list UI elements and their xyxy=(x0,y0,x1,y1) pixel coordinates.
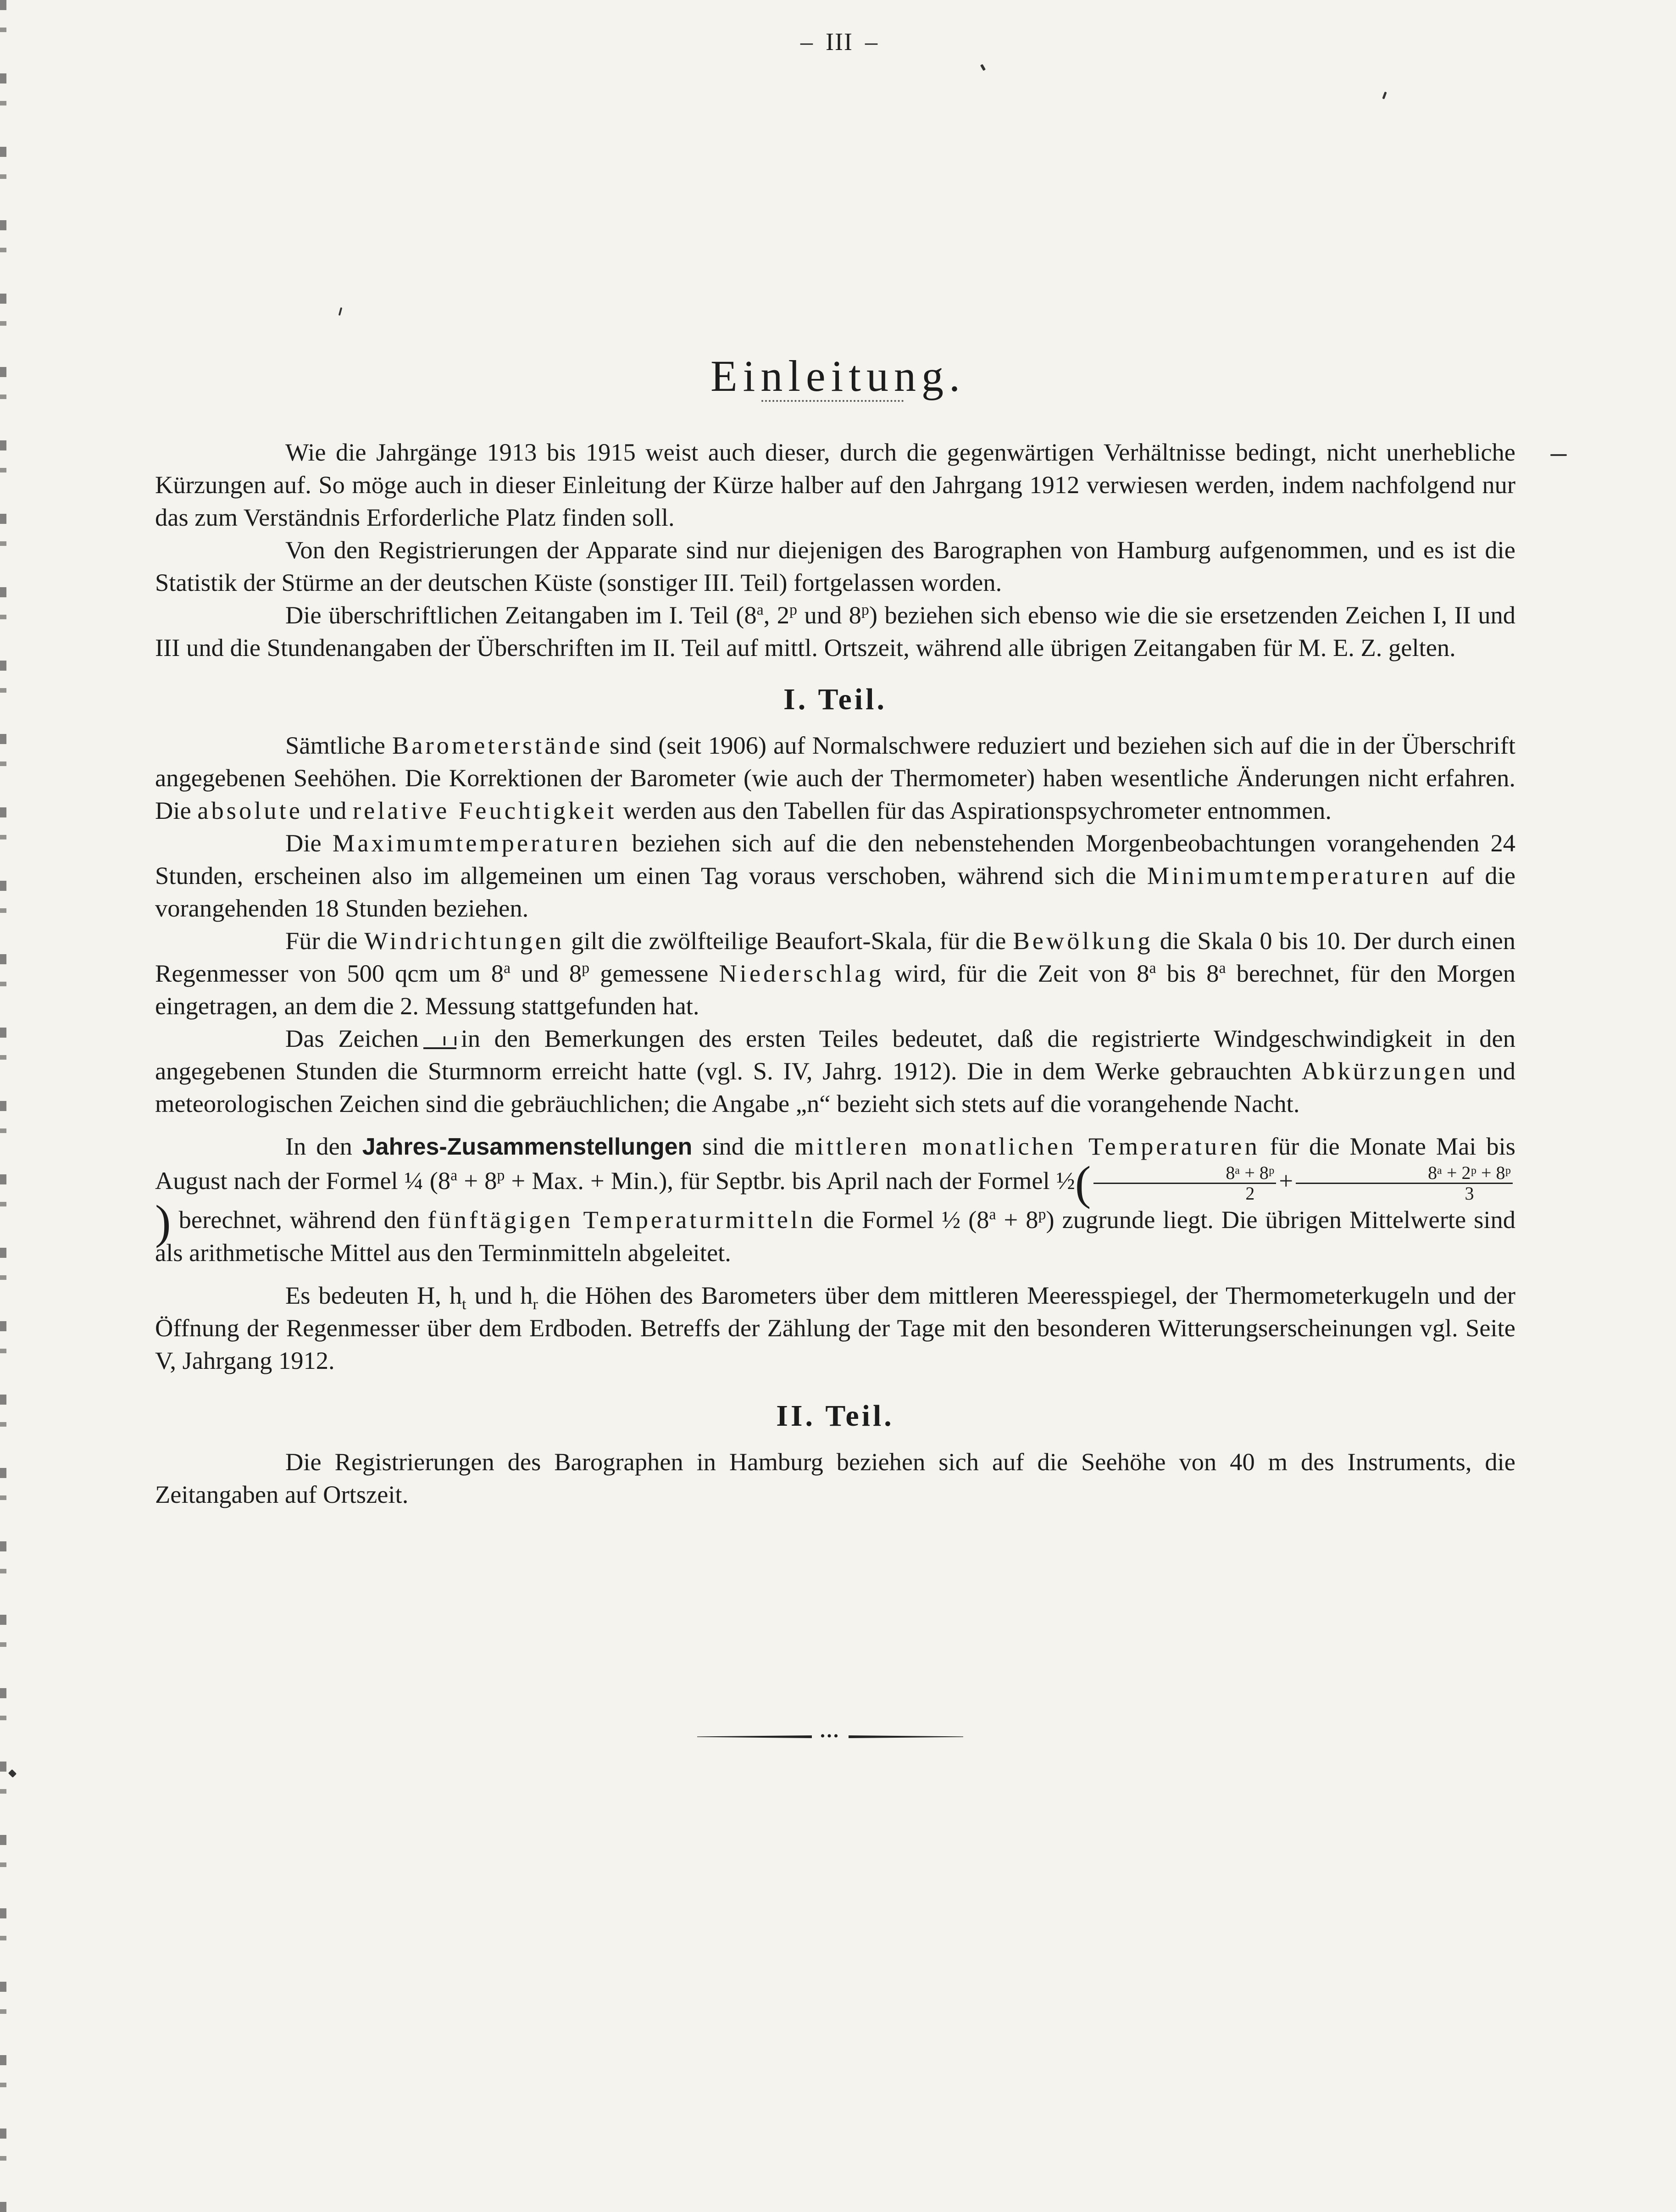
end-rule-dots: ••• xyxy=(820,1728,840,1744)
teil1-paragraph-wind: Für die Windrichtungen gilt die zwölfteilige Beaufort-Skala, für die Bewölkung die Skala 0 bis 10. Der durch einen Regenmesser von 500 qcm um 8$^a$ und 8$^p$ gemessene Niederschlag wird, für die Zeit von 8$^a$ bis 8$^a$ berechnet, für den Morgen eingetragen, an dem die 2. Messung stattgefunden hat. xyxy=(155,927,1516,1020)
page-number-dash-left: – xyxy=(800,28,814,56)
teil1-paragraph-heights: Es bedeuten H, $h_t$ und $h_r$ die Höhen des Barometers über dem mittleren Meeresspiegel, der Thermometerkugeln und der Öffnung der Regenmesser über dem Erdboden. Betreffs der Zählung der Tage mit den besonderen Witterungserscheinungen vgl. Seite V, Jahrgang 1912. xyxy=(155,1281,1516,1374)
formula-fraction-1: $\frac{\text{8ᵃ + 8ᵖ}}{2}$ xyxy=(1093,1163,1276,1203)
page-number-value: III xyxy=(826,28,853,56)
page-title: Einleitung. xyxy=(710,351,966,401)
scan-speck xyxy=(980,64,986,71)
storm-wind-symbol-icon xyxy=(423,1034,456,1049)
intro-paragraph-3: Die überschriftlichen Zeitangaben im I. Teil (8$^a$, 2$^p$ und 8$^p$) beziehen sich ebenso wie die sie ersetzenden Zeichen I, II und III und die Stundenangaben der Überschriften im II. Teil auf mittl. Ortszeit, während alle übrigen Zeitangaben für M. E. Z. gelten. xyxy=(155,601,1516,661)
scan-speck xyxy=(1382,92,1387,100)
end-rule-left xyxy=(697,1735,812,1738)
title-flourish xyxy=(761,400,904,405)
scan-speck xyxy=(339,307,343,316)
section-heading-teil-1: I. Teil. xyxy=(783,683,887,716)
scan-speck xyxy=(1550,454,1567,456)
binding-edge xyxy=(0,0,6,2212)
teil1-paragraph-temperatures: Die Maximumtemperaturen beziehen sich auf die den nebenstehenden Morgenbeobachtungen vorangehenden 24 Stunden, erscheinen also im allgemeinen um einen Tag voraus verschoben, während sich die Minimumtemperaturen auf die vorangehenden 18 Stunden beziehen. xyxy=(155,829,1516,922)
teil1-paragraph-barometer: Sämtliche Barometerstände sind (seit 1906) auf Normalschwere reduziert und beziehen sich auf die in der Überschrift angegebenen Seehöhen. Die Korrektionen der Barometer (wie auch der Thermometer) haben wesentliche Änderungen nicht erfahren. Die absolute und relative Feuchtigkeit werden aus den Tabellen für das Aspirationspsychrometer entnommen. xyxy=(155,731,1516,824)
page-number xyxy=(780,28,899,56)
teil1-paragraph-annual-summaries: In den Jahres-Zusammenstellungen sind die mittleren monatlichen Temperaturen für die Monate Mai bis August nach der Formel ¼ ($8^a + 8^p$ + Max. + Min.), für Septbr. bis April nach der Formel ½( $\frac{\text{8ᵃ + 8ᵖ}}{2}$ + $\frac{\text{8ᵃ + 2ᵖ + 8ᵖ}}{3}$ ) berechnet, während den fünftägigen Temperaturmitteln die Formel ½ $(8^a + 8^p)$ zugrunde liegt. Die übrigen Mittelwerte sind als arithmetische Mittel aus den Terminmitteln abgeleitet. xyxy=(155,1132,1516,1267)
teil1-paragraph-symbols: Das Zeichen in den Bemerkungen des ersten Teiles bedeutet, daß die registrierte Windgeschwindigkeit in den angegebenen Stunden die Sturmnorm erreicht hatte (vgl. S. IV, Jahrg. 1912). Die in dem Werke gebrauchten Abkürzungen und meteorologischen Zeichen sind die gebräuchlichen; die Angabe „n“ bezieht sich stets auf die vorangehende Nacht. xyxy=(155,1024,1516,1117)
scan-speck xyxy=(8,1769,17,1778)
teil2-paragraph-barograph: Die Registrierungen des Barographen in Hamburg beziehen sich auf die Seehöhe von 40 m des Instruments, die Zeitangaben auf Ortszeit. xyxy=(155,1447,1515,1508)
intro-paragraph-2: Von den Registrierungen der Apparate sind nur diejenigen des Barographen von Hamburg aufgenommen, und es ist die Statistik der Stürme an der deutschen Küste (sonstiger III. Teil) fortgelassen worden. xyxy=(155,536,1515,596)
body-text xyxy=(155,436,1515,1511)
page-number-dash-right: – xyxy=(865,28,878,56)
formula-fraction-2: $\frac{\text{8ᵃ + 2ᵖ + 8ᵖ}}{3}$ xyxy=(1296,1163,1513,1203)
end-rule-right xyxy=(849,1735,963,1738)
end-ornament-rule xyxy=(697,1729,963,1743)
intro-paragraph-1: Wie die Jahrgänge 1913 bis 1915 weist auch dieser, durch die gegenwärtigen Verhältnisse bedingt, nicht unerhebliche Kürzungen auf. So möge auch in dieser Einleitung der Kürze halber auf den Jahrgang 1912 verwiesen werden, indem nachfolgend nur das zum Verständnis Erforderliche Platz finden soll. xyxy=(155,438,1515,531)
section-heading-teil-2: II. Teil. xyxy=(776,1399,894,1433)
